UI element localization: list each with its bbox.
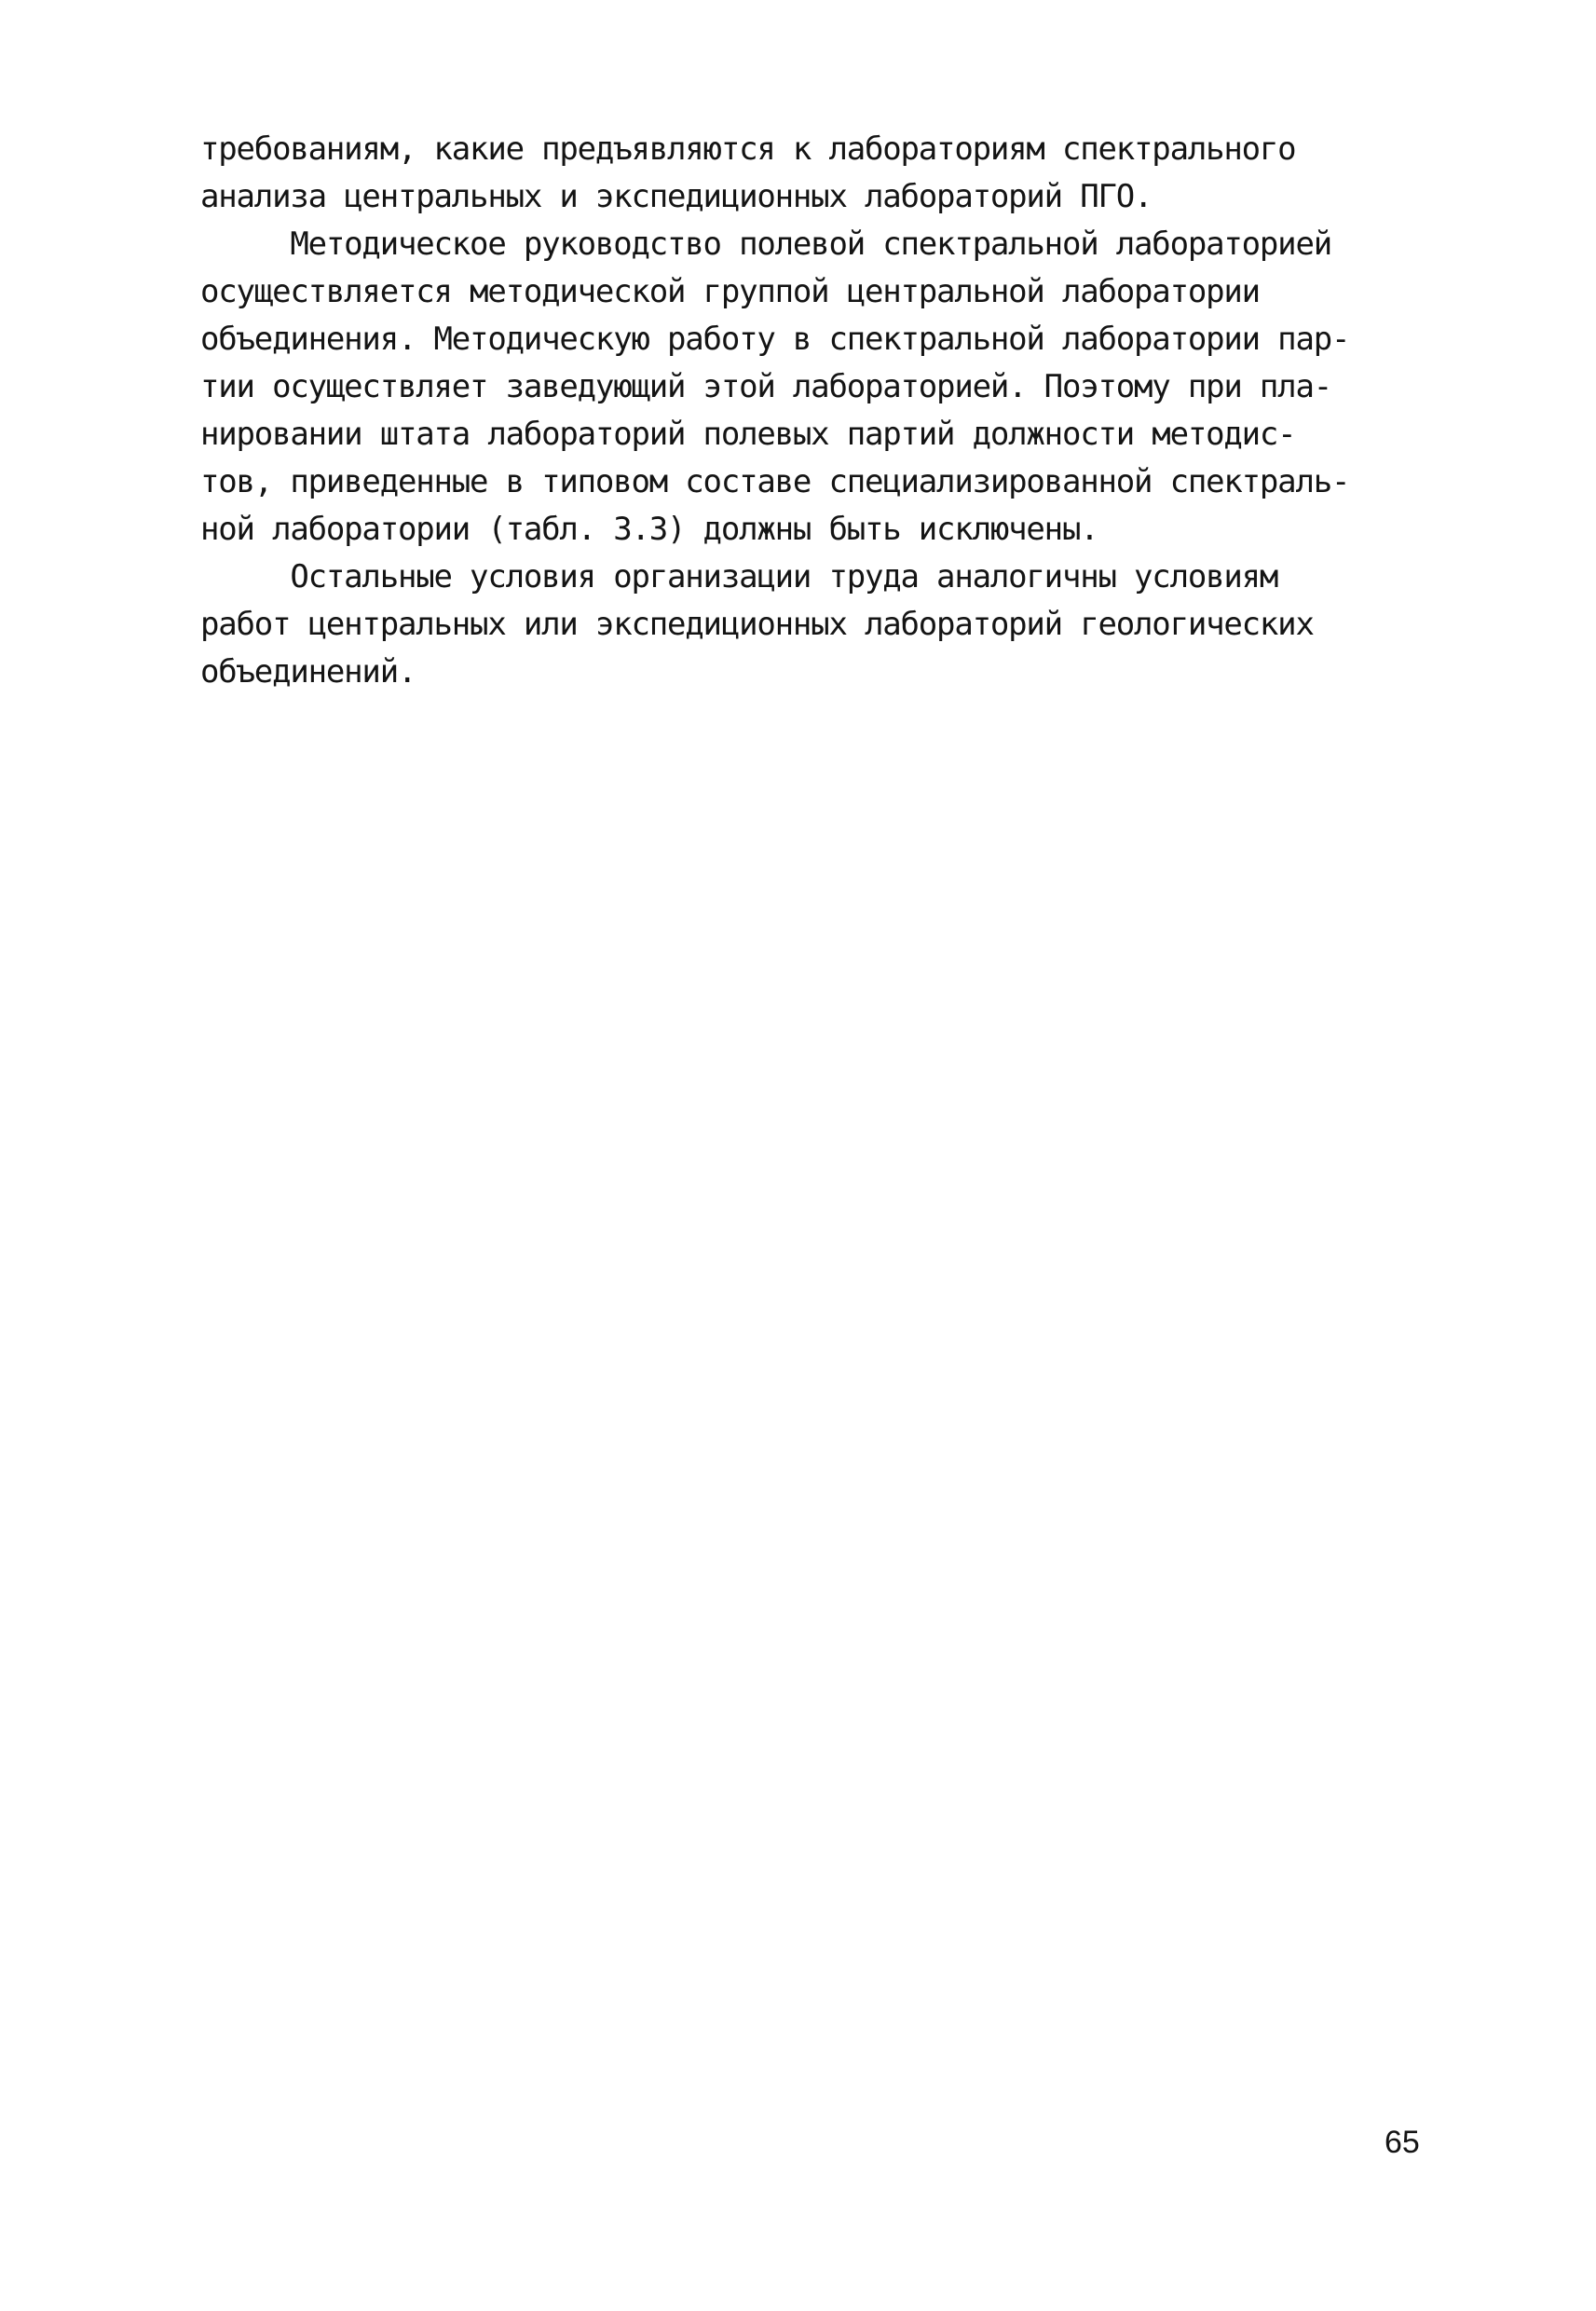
text-line: работ центральных или экспедиционных лабораторий геологических (200, 606, 1314, 643)
text-line: Остальные условия организации труда аналогичны условиям (200, 558, 1278, 595)
text-line: объединения. Методическую работу в спектральной лаборатории пар- (200, 321, 1350, 358)
page-number: 65 (1385, 2125, 1420, 2160)
text-line: Методическое руководство полевой спектральной лабораторией (200, 226, 1331, 263)
text-line: ной лаборатории (табл. 3.3) должны быть исключены. (200, 511, 1098, 548)
text-line: тии осуществляет заведующий этой лабораторией. Поэтому при пла- (200, 368, 1331, 405)
text-line: осуществляется методической группой центральной лаборатории (200, 273, 1260, 310)
text-line: объединений. (200, 653, 416, 691)
text-line: требованиям, какие предъявляются к лабораториям спектрального (200, 130, 1296, 168)
text-line: тов, приведенные в типовом составе специализированной спектраль- (200, 463, 1350, 500)
text-line: нировании штата лабораторий полевых партий должности методис- (200, 416, 1296, 453)
body-text (200, 126, 1467, 696)
text-line: анализа центральных и экспедиционных лабораторий ПГО. (200, 178, 1153, 215)
